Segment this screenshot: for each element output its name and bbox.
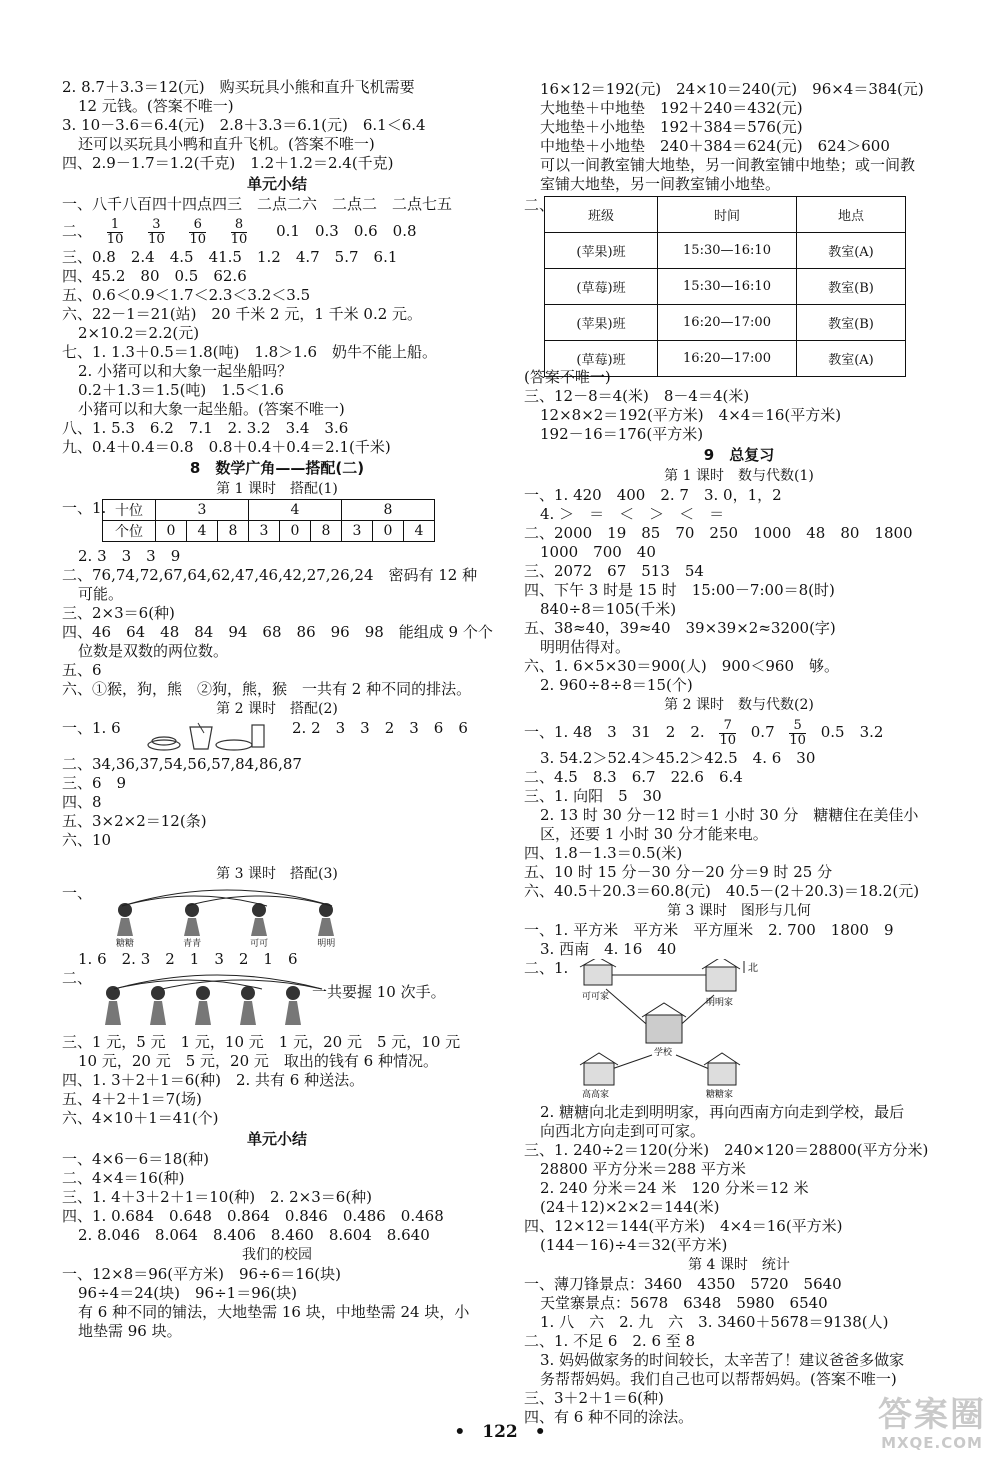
house-icon <box>580 959 616 985</box>
table-cell: 4 <box>249 500 342 521</box>
text-line: 小猪可以和大象一起坐船。(答案不唯一) <box>78 400 345 418</box>
child-figure <box>236 902 282 949</box>
place-value-block <box>62 499 492 547</box>
text-line: 一、1. 6 <box>62 719 121 737</box>
table-cell: 15:30—16:10 <box>658 269 797 305</box>
text-segment: 0.5 3.2 <box>820 723 884 741</box>
numerator: 8 <box>231 218 248 233</box>
north-label: 北 <box>748 963 758 974</box>
numerator: 6 <box>189 218 206 233</box>
text-line: 四、下午 3 时是 15 时 15:00－7:00＝8(时) <box>524 581 835 599</box>
fraction <box>231 218 248 247</box>
kids-row <box>100 985 306 1029</box>
text-line: 位数是双数的两位数。 <box>78 642 229 660</box>
text-line: 五、6 <box>62 661 102 679</box>
text-line: 有 6 种不同的铺法，大地垫需 16 块，中地垫需 24 块，小 <box>78 1303 470 1321</box>
lesson-heading: 第 4 课时 统计 <box>688 1257 790 1273</box>
table-cell: 3 <box>249 521 280 542</box>
numerator: 5 <box>789 719 806 734</box>
denominator: 10 <box>189 231 206 247</box>
text-line: 四、1. 0.684 0.648 0.864 0.846 0.486 0.468 <box>62 1207 444 1225</box>
text-line: 还可以买玩具小鸭和直升飞机。(答案不唯一) <box>78 135 375 153</box>
map-label: 高高家 <box>582 1090 610 1100</box>
text-line: 中地垫＋小地垫 240＋384＝624(元) 624＞600 <box>540 137 890 155</box>
text-line: 务帮帮妈妈。我们自己也可以帮帮妈妈。(答案不唯一) <box>540 1370 897 1388</box>
schedule-table <box>544 196 906 377</box>
denominator: 10 <box>106 231 124 247</box>
table-cell: 4 <box>404 521 435 542</box>
text-line: 六、①猴，狗，熊 ②狗，熊，猴 一共有 2 种不同的排法。 <box>62 680 472 698</box>
table-cell: 教室(A) <box>797 341 906 377</box>
text-line: 五、4＋2＋1＝7(场) <box>62 1090 202 1108</box>
lesson-heading: 第 1 课时 数与代数(1) <box>664 468 814 484</box>
denominator: 10 <box>789 732 806 748</box>
child-icon <box>100 985 126 1025</box>
place-value-table <box>102 499 435 542</box>
fraction <box>789 719 806 748</box>
item-prefix: 二、 <box>62 969 93 987</box>
item-prefix: 二、1. <box>524 959 569 977</box>
table-row <box>545 233 906 269</box>
text-line: 明明估得对。 <box>540 638 631 656</box>
text-line: 二、1. 不足 6 2. 6 至 8 <box>524 1332 696 1350</box>
left-column <box>62 78 492 1341</box>
text-line: 五、0.6＜0.9＜1.7＜2.3＜3.2＜3.5 <box>62 286 311 304</box>
text-line: 三、0.8 2.4 4.5 41.5 1.2 4.7 5.7 6.1 <box>62 248 398 266</box>
text-line: 2×10.2＝2.2(元) <box>78 324 200 342</box>
item-prefix: 二、 <box>524 196 555 214</box>
table-cell: 0 <box>280 521 311 542</box>
text-line: 0.2＋1.3＝1.5(吨) 1.5＜1.6 <box>78 381 284 399</box>
house-icon <box>702 959 740 991</box>
text-line: 三、6 9 <box>62 774 127 792</box>
text-line: 3. 54.2＞52.4＞45.2＞42.5 4. 6 30 <box>540 749 816 767</box>
child-name: 可可 <box>250 939 269 949</box>
text-line: 三、1 元，5 元 1 元，10 元 1 元，20 元 5 元，10 元 <box>62 1033 461 1051</box>
text-line: 九、0.4＋0.4＝0.8 0.8＋0.4＋0.4＝2.1(千米) <box>62 438 391 456</box>
text-line: 一、4×6－6＝18(种) <box>62 1150 209 1168</box>
table-cell: 3 <box>342 521 373 542</box>
chapter-heading: 9 总复习 <box>703 446 775 464</box>
text-line: 四、1.8－1.3＝0.5(米) <box>524 844 683 862</box>
text-line: 一、薄刀锋景点：3460 4350 5720 5640 <box>524 1275 842 1293</box>
text-line: 一、八千八百四十四点四三 二点二六 二点二 二点七五 <box>62 195 453 213</box>
table-cell: 教室(B) <box>797 269 906 305</box>
schedule-block <box>524 196 954 368</box>
text-line: 2. 小猪可以和大象一起坐船吗？ <box>78 362 293 380</box>
child-icon <box>145 985 171 1025</box>
text-line: 28800 平方分米＝288 平方米 <box>540 1160 746 1178</box>
text-line: 可能。 <box>78 585 124 603</box>
numerator: 7 <box>719 719 736 734</box>
child-name: 糖糖 <box>115 939 134 949</box>
child-icon <box>280 985 306 1025</box>
text-line: 七、1. 1.3＋0.5＝1.8(吨) 1.8＞1.6 奶牛不能上船。 <box>62 343 438 361</box>
text-line: 二、4×4＝16(种) <box>62 1169 185 1187</box>
text-line: (答案不唯一) <box>524 368 611 386</box>
child-icon <box>190 985 216 1025</box>
text-line: 10 元，20 元 5 元，20 元 取出的钱有 6 种情况。 <box>78 1052 438 1070</box>
text-line: 三、3＋2＋1＝6(种) <box>524 1389 664 1407</box>
text-line: 大地垫＋小地垫 192＋384＝576(元) <box>540 118 803 136</box>
watermark-url: MXQE.COM <box>881 1434 983 1452</box>
text-line: 192－16＝176(平方米) <box>540 425 704 443</box>
child-figure <box>102 902 148 949</box>
watermark-title: 答案圈 <box>878 1395 986 1435</box>
text-line: 三、2×3＝6(种) <box>62 604 175 622</box>
table-cell: 8 <box>311 521 342 542</box>
denominator: 10 <box>719 732 736 748</box>
text-line: (24＋12)×2×2＝144(米) <box>540 1198 720 1216</box>
item-prefix: 一、1. <box>62 499 107 517</box>
text-line: 六、40.5＋20.3＝60.8(元) 40.5－(2＋20.3)＝18.2(元) <box>524 882 920 900</box>
map-block <box>524 959 954 1103</box>
handshake-picture-2 <box>62 969 492 1033</box>
fraction-line <box>62 214 492 248</box>
text-line: 1. 6 2. 3 2 1 3 2 1 6 <box>78 950 298 968</box>
text-line: 12 元钱。(答案不唯一) <box>78 97 234 115</box>
watermark-logo <box>878 1396 986 1452</box>
fraction <box>148 218 165 247</box>
lesson-heading: 第 3 课时 搭配(3) <box>216 866 338 882</box>
child-name: 青青 <box>183 939 202 949</box>
table-cell: 教室(A) <box>797 233 906 269</box>
table-cell: 教室(B) <box>797 305 906 341</box>
text-line: 六、4×10＋1＝41(个) <box>62 1109 219 1127</box>
lesson-heading: 我们的校园 <box>242 1247 312 1263</box>
table-cell: 0 <box>373 521 404 542</box>
text-line: 二、76,74,72,67,64,62,47,46,42,27,26,24 密码有 12 种 <box>62 566 478 584</box>
table-header-cell: 班级 <box>545 197 658 233</box>
text-segment: 一、1. 48 3 31 2 2. <box>524 723 705 741</box>
text-line: 一、1. 平方米 平方米 平方厘米 2. 700 1800 9 <box>524 921 894 939</box>
map-label: 明明家 <box>706 998 734 1008</box>
lesson-heading: 第 2 课时 搭配(2) <box>216 701 338 717</box>
house-icon <box>580 1053 618 1085</box>
table-cell: 15:30—16:10 <box>658 233 797 269</box>
map-label: 学校 <box>654 1048 673 1058</box>
fraction <box>189 218 206 247</box>
text-line: 3. 西南 4. 16 40 <box>540 940 677 958</box>
text-line: 2. 3 3 3 9 <box>78 547 181 565</box>
table-row <box>103 500 435 521</box>
text-line: 六、22－1＝21(站) 20 千米 2 元，1 千米 0.2 元。 <box>62 305 423 323</box>
text-line: 四、2.9－1.7＝1.2(千克) 1.2＋1.2＝2.4(千克) <box>62 154 394 172</box>
fraction <box>107 218 124 247</box>
chapter-heading: 8 数学广角——搭配(二) <box>189 459 365 477</box>
text-line: 4. ＞ ＝ ＜ ＞ ＜ ＝ <box>540 505 725 523</box>
table-row <box>545 305 906 341</box>
school-building-icon <box>642 1003 686 1043</box>
text-segment: 0.7 <box>750 723 775 741</box>
text-line: 2. 2 3 3 2 3 6 6 <box>292 719 468 737</box>
text-line: 840÷8＝105(千米) <box>540 600 677 618</box>
item-prefix: 二、 <box>62 222 93 240</box>
text-line: 2. 8.046 8.064 8.406 8.460 8.604 8.640 <box>78 1226 430 1244</box>
text-line: 大地垫＋中地垫 192＋240＝432(元) <box>540 99 803 117</box>
text-line: 八、1. 5.3 6.2 7.1 2. 3.2 3.4 3.6 <box>62 419 349 437</box>
connection-arcs-icon <box>102 969 332 991</box>
page-number: • 122 • <box>454 1422 546 1442</box>
text-line: 三、1. 240÷2＝120(分米) 240×120＝28800(平方分米) <box>524 1141 929 1159</box>
map-label: 糖糖家 <box>706 1090 734 1100</box>
text-line: 三、2072 67 513 54 <box>524 562 704 580</box>
text-line: 四、有 6 种不同的涂法。 <box>524 1408 694 1426</box>
text-line: 向西北方向走到可可家。 <box>540 1122 706 1140</box>
text-line: 2. 13 时 30 分－12 时＝1 小时 30 分 糖糖住在美佳小 <box>540 806 919 824</box>
table-cell: 0 <box>156 521 187 542</box>
text-line: 地垫需 96 块。 <box>78 1322 182 1340</box>
text-line: 六、1. 6×5×30＝900(人) 900＜960 够。 <box>524 657 839 675</box>
text-line: 五、38≈40，39≈40 39×39×2≈3200(字) <box>524 619 836 637</box>
map-label: 可可家 <box>582 992 610 1002</box>
item-prefix: 一、 <box>62 884 93 902</box>
table-cell: (草莓)班 <box>545 341 658 377</box>
fraction <box>719 719 736 748</box>
child-icon <box>235 985 261 1025</box>
text-line: 五、3×2×2＝12(条) <box>62 812 207 830</box>
table-header-cell: 地点 <box>797 197 906 233</box>
text-line: 16×12＝192(元) 24×10＝240(元) 96×4＝384(元) <box>540 80 924 98</box>
text-line: 一共要握 10 次手。 <box>312 983 446 1001</box>
text-line: 三、12－8＝4(米) 8－4＝4(米) <box>524 387 750 405</box>
text-line: 五、10 时 15 分－30 分－20 分＝9 时 25 分 <box>524 863 833 881</box>
numerator: 1 <box>107 218 124 233</box>
right-column <box>524 80 954 1427</box>
text-line: 12×8×2＝192(平方米) 4×4＝16(平方米) <box>540 406 842 424</box>
text-line: 三、1. 向阳 5 30 <box>524 787 662 805</box>
dishes-illustration-icon <box>142 719 272 753</box>
text-line: 区，还要 1 小时 30 分才能来电。 <box>540 825 768 843</box>
table-header-cell: 时间 <box>658 197 797 233</box>
house-icon <box>704 1053 740 1085</box>
text-line: 四、1. 3＋2＋1＝6(种) 2. 共有 6 种送法。 <box>62 1071 365 1089</box>
table-row <box>103 521 435 542</box>
table-cell: 4 <box>187 521 218 542</box>
table-cell: 十位 <box>103 500 156 521</box>
handshake-picture-1 <box>62 884 492 950</box>
text-line: 96÷4＝24(块) 96÷1＝96(块) <box>78 1284 297 1302</box>
text-line: 1000 700 40 <box>540 543 656 561</box>
denominator: 10 <box>148 231 165 247</box>
lesson-heading: 第 3 课时 图形与几何 <box>667 903 811 919</box>
table-row <box>545 269 906 305</box>
text-line: 一、12×8＝96(平方米) 96÷6＝16(块) <box>62 1265 341 1283</box>
answer-row <box>62 719 492 755</box>
child-figure <box>303 902 349 949</box>
lesson-heading: 第 1 课时 搭配(1) <box>216 481 338 497</box>
text-line: 室铺大地垫，另一间教室铺小地垫。 <box>540 175 781 193</box>
text-line: 四、8 <box>62 793 102 811</box>
text-line: 二、34,36,37,54,56,57,84,86,87 <box>62 755 302 773</box>
table-cell: 16:20—17:00 <box>658 341 797 377</box>
table-cell: 个位 <box>103 521 156 542</box>
text-line: 六、10 <box>62 831 112 849</box>
text-line: 2. 糖糖向北走到明明家，再向西南方向走到学校，最后 <box>540 1103 905 1121</box>
table-cell: 3 <box>156 500 249 521</box>
text-line: 3. 10－3.6＝6.4(元) 2.8＋3.3＝6.1(元) 6.1＜6.4 <box>62 116 426 134</box>
text-line: 四、45.2 80 0.5 62.6 <box>62 267 247 285</box>
text-line: 1. 八 六 2. 九 六 3. 3460＋5678＝9138(人) <box>540 1313 889 1331</box>
numerator: 3 <box>148 218 165 233</box>
text-line: 2. 240 分米＝24 米 120 分米＝12 米 <box>540 1179 809 1197</box>
text-line: (144－16)÷4＝32(平方米) <box>540 1236 728 1254</box>
text-line: 三、1. 4＋3＋2＋1＝10(种) 2. 2×3＝6(种) <box>62 1188 373 1206</box>
connection-arcs-icon <box>102 884 352 908</box>
text-line: 2. 960÷8÷8＝15(个) <box>540 676 693 694</box>
kids-row <box>102 902 349 949</box>
text-line: 二、2000 19 85 70 250 1000 48 80 1800 <box>524 524 913 542</box>
child-figure <box>169 902 215 949</box>
fraction-line <box>524 715 954 749</box>
text-line: 二、4.5 8.3 6.7 22.6 6.4 <box>524 768 743 786</box>
text-line: 天堂寨景点：5678 6348 5980 6540 <box>540 1294 828 1312</box>
denominator: 10 <box>230 231 248 247</box>
lesson-heading: 第 2 课时 数与代数(2) <box>664 697 814 713</box>
text-line: 四、46 64 48 84 94 68 86 96 98 能组成 9 个个 <box>62 623 493 641</box>
decimal-answers: 0.1 0.3 0.6 0.8 <box>276 222 417 240</box>
table-row <box>545 197 906 233</box>
table-cell: (草莓)班 <box>545 269 658 305</box>
table-cell: 8 <box>218 521 249 542</box>
table-cell: 8 <box>342 500 435 521</box>
text-line: 2. 8.7＋3.3＝12(元) 购买玩具小熊和直升飞机需要 <box>62 78 415 96</box>
text-line: 3. 妈妈做家务的时间较长，太辛苦了！建议爸爸多做家 <box>540 1351 905 1369</box>
text-line: 可以一间教室铺大地垫，另一间教室铺中地垫；或一间教 <box>540 156 916 174</box>
child-name: 明明 <box>317 939 336 949</box>
section-heading: 单元小结 <box>246 175 307 193</box>
school-map-icon <box>564 959 764 1101</box>
section-heading: 单元小结 <box>246 1130 307 1148</box>
text-line: 四、12×12＝144(平方米) 4×4＝16(平方米) <box>524 1217 843 1235</box>
table-cell: (苹果)班 <box>545 233 658 269</box>
table-cell: (苹果)班 <box>545 305 658 341</box>
table-cell: 16:20—17:00 <box>658 305 797 341</box>
text-line: 一、1. 420 400 2. 7 3. 0，1，2 <box>524 486 782 504</box>
